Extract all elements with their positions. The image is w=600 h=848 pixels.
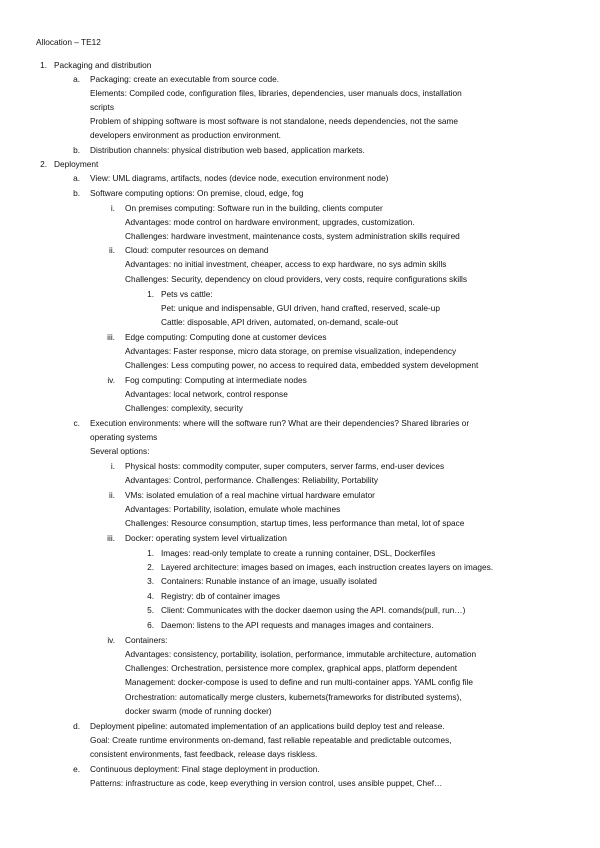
- text-line: Advantages: consistency, portability, isolation, performance, immutable architecture, automation: [125, 649, 477, 659]
- text-line: Packaging: create an executable from source code.: [90, 74, 280, 84]
- list-marker: 2.: [147, 562, 154, 572]
- text-line: Advantages: Control, performance. Challenges: Reliability, Portability: [125, 475, 379, 485]
- text-line: Client: Communicates with the docker daemon using the API. comands(pull, run…): [161, 605, 466, 615]
- text-line: Advantages: Portability, isolation, emulate whole machines: [125, 504, 341, 514]
- text-line: Problem of shipping software is most software is not standalone, needs dependencies, not the same: [90, 116, 459, 126]
- list-marker: e.: [73, 764, 80, 774]
- text-line: View: UML diagrams, artifacts, nodes (device node, execution environment node): [90, 173, 389, 183]
- text-line: Patterns: infrastructure as code, keep everything in version control, uses ansible puppet, Chef…: [90, 778, 443, 788]
- text-line: developers environment as production environment.: [90, 130, 281, 140]
- text-line: Edge computing: Computing done at customer devices: [125, 332, 327, 342]
- text-line: Advantages: local network, control response: [125, 389, 288, 399]
- text-line: VMs: isolated emulation of a real machine virtual hardware emulator: [125, 490, 375, 500]
- list-marker: i.: [110, 203, 115, 213]
- text-line: Elements: Compiled code, configuration files, libraries, dependencies, user manuals docs, installation: [90, 88, 462, 98]
- list-marker: 4.: [147, 591, 154, 601]
- text-line: Deployment pipeline: automated implementation of an applications build deploy test and release.: [90, 721, 445, 731]
- text-line: Packaging and distribution: [54, 60, 152, 70]
- list-marker: d.: [73, 721, 80, 731]
- list-marker: b.: [73, 188, 80, 198]
- list-marker: iv.: [107, 635, 115, 645]
- document-title: Allocation – TE12: [36, 37, 101, 47]
- text-line: Physical hosts: commodity computer, super computers, server farms, end-user devices: [125, 461, 445, 471]
- list-marker: iv.: [107, 375, 115, 385]
- text-line: consistent environments, fast feedback, release days riskless.: [90, 749, 318, 759]
- list-marker: ii.: [109, 490, 115, 500]
- text-line: Daemon: listens to the API requests and manages images and containers.: [161, 620, 434, 630]
- text-line: Challenges: Resource consumption, startup times, less performance than metal, lot of space: [125, 518, 465, 528]
- text-line: Advantages: mode control on hardware environment, upgrades, customization.: [125, 217, 415, 227]
- list-marker: 2.: [40, 159, 47, 169]
- list-marker: 1.: [147, 548, 154, 558]
- list-marker: iii.: [107, 533, 115, 543]
- text-line: Execution environments: where will the software run? What are their dependencies? Shared libraries or: [90, 418, 470, 428]
- text-line: Software computing options: On premise, cloud, edge, fog: [90, 188, 304, 198]
- list-marker: b.: [73, 145, 80, 155]
- text-line: Continuous deployment: Final stage deployment in production.: [90, 764, 320, 774]
- text-line: Cloud: computer resources on demand: [125, 245, 269, 255]
- text-line: Registry: db of container images: [161, 591, 280, 601]
- text-line: Pets vs cattle:: [161, 289, 213, 299]
- list-marker: 1.: [40, 60, 47, 70]
- list-marker: iii.: [107, 332, 115, 342]
- text-line: Challenges: hardware investment, maintenance costs, system administration skills required: [125, 231, 460, 241]
- text-line: docker swarm (mode of running docker): [125, 706, 272, 716]
- list-marker: a.: [73, 173, 80, 183]
- list-marker: c.: [73, 418, 80, 428]
- text-line: Management: docker-compose is used to define and run multi-container apps. YAML config file: [125, 677, 474, 687]
- text-line: Challenges: Orchestration, persistence more complex, graphical apps, platform dependent: [125, 663, 458, 673]
- list-marker: 5.: [147, 605, 154, 615]
- list-marker: 1.: [147, 289, 154, 299]
- text-line: Challenges: complexity, security: [125, 403, 243, 413]
- list-marker: i.: [110, 461, 115, 471]
- text-line: Deployment: [54, 159, 99, 169]
- text-line: Advantages: Faster response, micro data storage, on premise visualization, independency: [125, 346, 457, 356]
- list-marker: 3.: [147, 576, 154, 586]
- text-line: Containers:: [125, 635, 168, 645]
- list-marker: a.: [73, 74, 80, 84]
- text-line: Challenges: Less computing power, no access to required data, embedded system development: [125, 360, 479, 370]
- text-line: Docker: operating system level virtualization: [125, 533, 287, 543]
- list-marker: 6.: [147, 620, 154, 630]
- text-line: Images: read-only template to create a running container, DSL, Dockerfiles: [161, 548, 436, 558]
- text-line: Challenges: Security, dependency on cloud providers, very costs, require configurations skills: [125, 274, 468, 284]
- text-line: Fog computing: Computing at intermediate nodes: [125, 375, 307, 385]
- text-line: Layered architecture: images based on images, each instruction creates layers on images.: [161, 562, 494, 572]
- text-line: On premises computing: Software run in the building, clients computer: [125, 203, 383, 213]
- text-line: Containers: Runable instance of an image, usually isolated: [161, 576, 377, 586]
- text-line: Several options:: [90, 446, 150, 456]
- text-line: Cattle: disposable, API driven, automated, on-demand, scale-out: [161, 317, 399, 327]
- text-line: scripts: [90, 102, 114, 112]
- list-marker: ii.: [109, 245, 115, 255]
- text-line: Advantages: no initial investment, cheaper, access to exp hardware, no sys admin skills: [125, 259, 447, 269]
- text-line: Goal: Create runtime environments on-demand, fast reliable repeatable and predictable outcomes,: [90, 735, 452, 745]
- text-line: Distribution channels: physical distribution web based, application markets.: [90, 145, 365, 155]
- text-line: Pet: unique and indispensable, GUI driven, hand crafted, reserved, scale-up: [161, 303, 441, 313]
- text-line: Orchestration: automatically merge clusters, kubernets(frameworks for distributed systems),: [125, 692, 462, 702]
- text-line: operating systems: [90, 432, 158, 442]
